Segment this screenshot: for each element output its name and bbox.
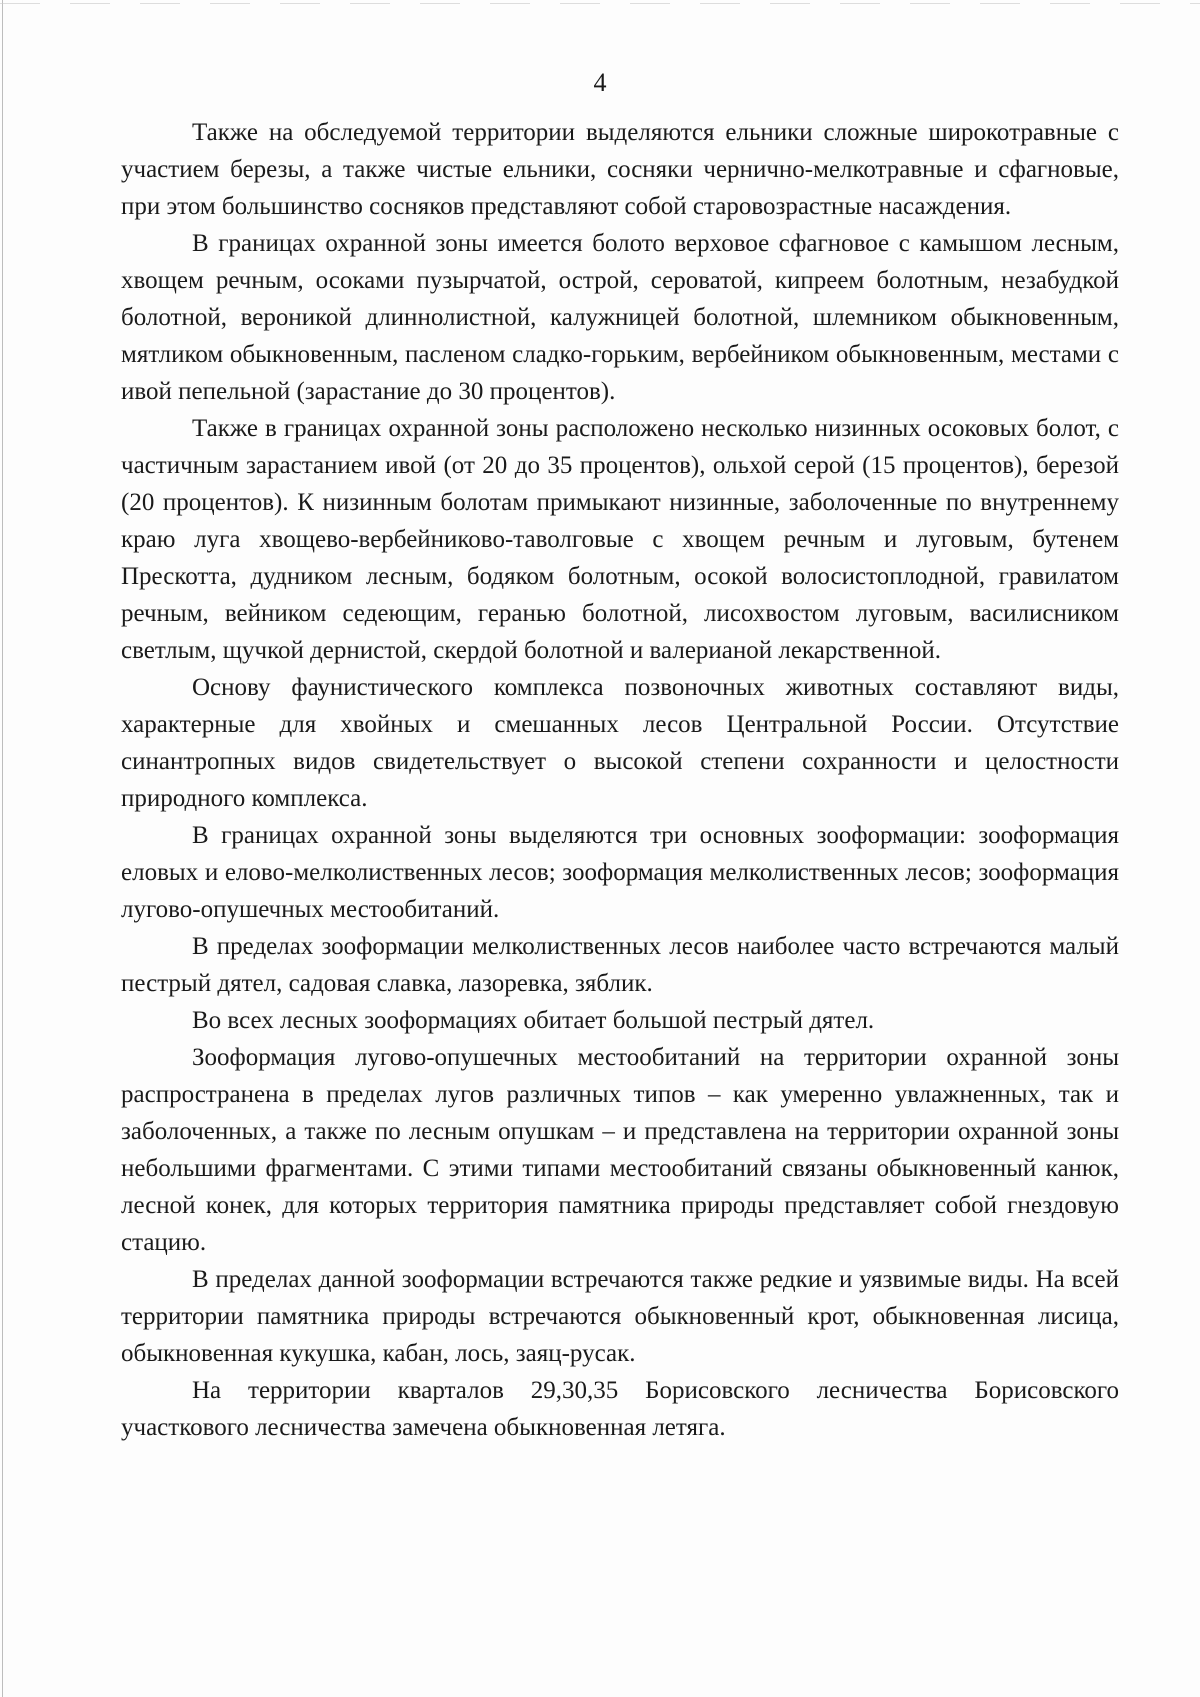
paragraph-6: В пределах зооформации мелколиственных лесов наиболее часто встречаются малый пестрый дятел, садовая славка, лазоревка, зяблик.: [121, 933, 1119, 997]
document-body: [121, 114, 1119, 1446]
paragraph-8: Зооформация лугово-опушечных местообитаний на территории охранной зоны распространена в пределах лугов различных типов – как умеренно увлажненных, так и заболоченных, а также по лесным опушкам – и представлена на территории охранной зоны небольшими фрагментами. С этими типами местообитаний связаны обыкновенный канюк, лесной конек, для которых территория памятника природы представляет собой гнездовую стацию.: [121, 1044, 1119, 1256]
paragraph-5: В границах охранной зоны выделяются три основных зооформации: зооформация еловых и елово-мелколиственных лесов; зооформация мелколиственных лесов; зооформация лугово-опушечных местообитаний.: [121, 822, 1119, 923]
paragraph-10: На территории кварталов 29,30,35 Борисовского лесничества Борисовского участкового лесничества замечена обыкновенная летяга.: [121, 1377, 1119, 1441]
paragraph-9: В пределах данной зооформации встречаются также редкие и уязвимые виды. На всей территории памятника природы встречаются обыкновенный крот, обыкновенная лисица, обыкновенная кукушка, кабан, лось, заяц-русак.: [121, 1266, 1119, 1367]
paragraph-4: Основу фаунистического комплекса позвоночных животных составляют виды, характерные для хвойных и смешанных лесов Центральной России. Отсутствие синантропных видов свидетельствует о высокой степени сохранности и целостности природного комплекса.: [121, 674, 1119, 812]
paragraph-1: Также на обследуемой территории выделяются ельники сложные широкотравные с участием березы, а также чистые ельники, сосняки чернично-мелкотравные и сфагновые, при этом большинство сосняков представляют собой старовозрастные насаждения.: [121, 119, 1119, 220]
paragraph-7: Во всех лесных зооформациях обитает большой пестрый дятел.: [192, 1007, 875, 1034]
scan-top-line: [0, 3, 1200, 4]
paragraph-2: В границах охранной зоны имеется болото верховое сфагновое с камышом лесным, хвощем речным, осоками пузырчатой, острой, сероватой, кипреем болотным, незабудкой болотной, вероникой длиннолистной, калужницей болотной, шлемником обыкновенным, мятликом обыкновенным, пасленом сладко-горьким, вербейником обыкновенным, местами с ивой пепельной (зарастание до 30 процентов).: [121, 230, 1119, 405]
page-number: 4: [593, 68, 607, 97]
paragraph-3: Также в границах охранной зоны расположено несколько низинных осоковых болот, с частичным зарастанием ивой (от 20 до 35 процентов), ольхой серой (15 процентов), березой (20 процентов). К низинным болотам примыкают низинные, заболоченные по внутреннему краю луга хвощево-вербейниково-таволговые с хвощем речным и луговым, бутенем Прескотта, дудником лесным, бодяком болотным, осокой волосистоплодной, гравилатом речным, вейником седеющим, геранью болотной, лисохвостом луговым, василисником светлым, щучкой дернистой, скердой болотной и валерианой лекарственной.: [121, 415, 1119, 664]
scan-edge-line: [2, 0, 3, 1697]
